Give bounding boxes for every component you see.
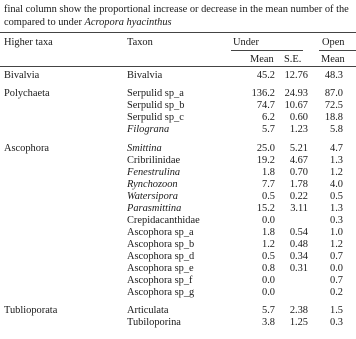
taxon-cell: Serpulid sp_c — [127, 112, 184, 123]
taxon-cell: Watersipora — [127, 191, 178, 202]
under-mean-cell: 74.7 — [256, 100, 275, 111]
under-se-cell: 1.23 — [289, 124, 308, 135]
taxon-cell: Serpulid sp_b — [127, 100, 185, 111]
taxon-cell: Bivalvia — [127, 70, 163, 81]
under-mean-cell: 15.2 — [256, 203, 275, 214]
header-higher-taxa: Higher taxa — [4, 37, 53, 48]
under-se-cell: 0.70 — [289, 167, 308, 178]
table-caption — [4, 3, 356, 29]
higher-taxa-cell: Bivalvia — [4, 70, 40, 81]
under-se-cell: 3.11 — [290, 203, 308, 214]
under-se-cell: 2.38 — [289, 305, 308, 316]
under-mean-cell: 136.2 — [251, 88, 275, 99]
taxon-cell: Serpulid sp_a — [127, 88, 184, 99]
under-mean-cell: 25.0 — [256, 143, 275, 154]
under-mean-cell: 3.8 — [262, 317, 275, 328]
under-se-cell: 0.60 — [289, 112, 308, 123]
higher-taxa-cell: Tublioporata — [4, 305, 58, 316]
taxon-cell: Smittina — [127, 143, 162, 154]
taxon-cell: Articulata — [127, 305, 169, 316]
open-mean-cell: 0.7 — [330, 251, 343, 262]
header-open-mean: Mean — [321, 54, 345, 65]
under-group-rule — [231, 50, 303, 51]
under-se-cell: 0.34 — [289, 251, 308, 262]
taxon-cell: Ascophora sp_f — [127, 275, 193, 286]
caption-line-2 — [4, 16, 356, 29]
taxon-cell: Tubiloporina — [127, 317, 181, 328]
under-mean-cell: 45.2 — [256, 70, 275, 81]
under-mean-cell: 6.2 — [262, 112, 275, 123]
caption-species: Acropora hyacinthus — [84, 17, 172, 28]
open-mean-cell: 1.2 — [330, 167, 343, 178]
under-mean-cell: 0.8 — [262, 263, 275, 274]
open-mean-cell: 0.3 — [330, 317, 343, 328]
header-under-se: S.E. — [284, 54, 302, 65]
under-se-cell: 0.48 — [289, 239, 308, 250]
under-se-cell: 10.67 — [284, 100, 308, 111]
open-mean-cell: 5.8 — [330, 124, 343, 135]
under-mean-cell: 0.5 — [262, 251, 275, 262]
taxon-cell: Ascophora sp_g — [127, 287, 195, 298]
higher-taxa-cell: Polychaeta — [4, 88, 50, 99]
open-mean-cell: 1.0 — [330, 227, 343, 238]
taxon-cell: Cribrilinidae — [127, 155, 181, 166]
taxon-cell: Fenestrulina — [127, 167, 181, 178]
open-mean-cell: 18.8 — [324, 112, 343, 123]
under-mean-cell: 5.7 — [262, 124, 275, 135]
open-mean-cell: 0.0 — [330, 263, 343, 274]
open-mean-cell: 87.0 — [324, 88, 343, 99]
taxon-cell: Filograna — [127, 124, 170, 135]
open-group-rule — [319, 50, 356, 51]
higher-taxa-cell: Ascophora — [4, 143, 50, 154]
header-taxon: Taxon — [127, 37, 153, 48]
under-mean-cell: 0.0 — [262, 287, 275, 298]
under-mean-cell: 5.7 — [262, 305, 275, 316]
open-mean-cell: 0.5 — [330, 191, 343, 202]
open-mean-cell: 1.2 — [330, 239, 343, 250]
under-mean-cell: 1.8 — [262, 167, 275, 178]
under-mean-cell: 19.2 — [256, 155, 275, 166]
under-se-cell: 24.93 — [284, 88, 308, 99]
under-se-cell: 0.22 — [289, 191, 308, 202]
open-mean-cell: 4.0 — [330, 179, 343, 190]
under-mean-cell: 0.0 — [262, 215, 275, 226]
caption-line-1: final column show the proportional increase or decrease in the mean number of the — [4, 4, 349, 15]
open-mean-cell: 72.5 — [324, 100, 343, 111]
taxon-cell: Crepidacanthidae — [127, 215, 200, 226]
open-mean-cell: 1.3 — [330, 203, 343, 214]
taxon-cell: Ascophora sp_d — [127, 251, 195, 262]
open-mean-cell: 4.7 — [330, 143, 343, 154]
under-se-cell: 1.78 — [289, 179, 308, 190]
header-bottom-rule — [0, 66, 356, 67]
open-mean-cell: 1.5 — [330, 305, 343, 316]
under-se-cell: 5.21 — [289, 143, 308, 154]
taxon-cell: Ascophora sp_b — [127, 239, 195, 250]
taxon-cell: Parasmittina — [127, 203, 182, 214]
under-mean-cell: 1.2 — [262, 239, 275, 250]
header-under: Under — [233, 37, 259, 48]
under-mean-cell: 0.5 — [262, 191, 275, 202]
table-top-rule — [0, 32, 356, 33]
caption-line-2-prefix: compared to under — [4, 17, 85, 28]
open-mean-cell: 0.2 — [330, 287, 343, 298]
under-se-cell: 0.31 — [289, 263, 308, 274]
under-se-cell: 0.54 — [289, 227, 308, 238]
taxon-cell: Rynchozoon — [127, 179, 178, 190]
open-mean-cell: 0.3 — [330, 215, 343, 226]
taxon-cell: Ascophora sp_a — [127, 227, 194, 238]
under-mean-cell: 1.8 — [262, 227, 275, 238]
under-se-cell: 4.67 — [289, 155, 308, 166]
under-mean-cell: 7.7 — [262, 179, 275, 190]
under-mean-cell: 0.0 — [262, 275, 275, 286]
under-se-cell: 12.76 — [284, 70, 308, 81]
header-open: Open — [322, 37, 345, 48]
open-mean-cell: 1.3 — [330, 155, 343, 166]
under-se-cell: 1.25 — [289, 317, 308, 328]
open-mean-cell: 0.7 — [330, 275, 343, 286]
open-mean-cell: 48.3 — [324, 70, 343, 81]
header-under-mean: Mean — [250, 54, 274, 65]
taxon-cell: Ascophora sp_e — [127, 263, 194, 274]
